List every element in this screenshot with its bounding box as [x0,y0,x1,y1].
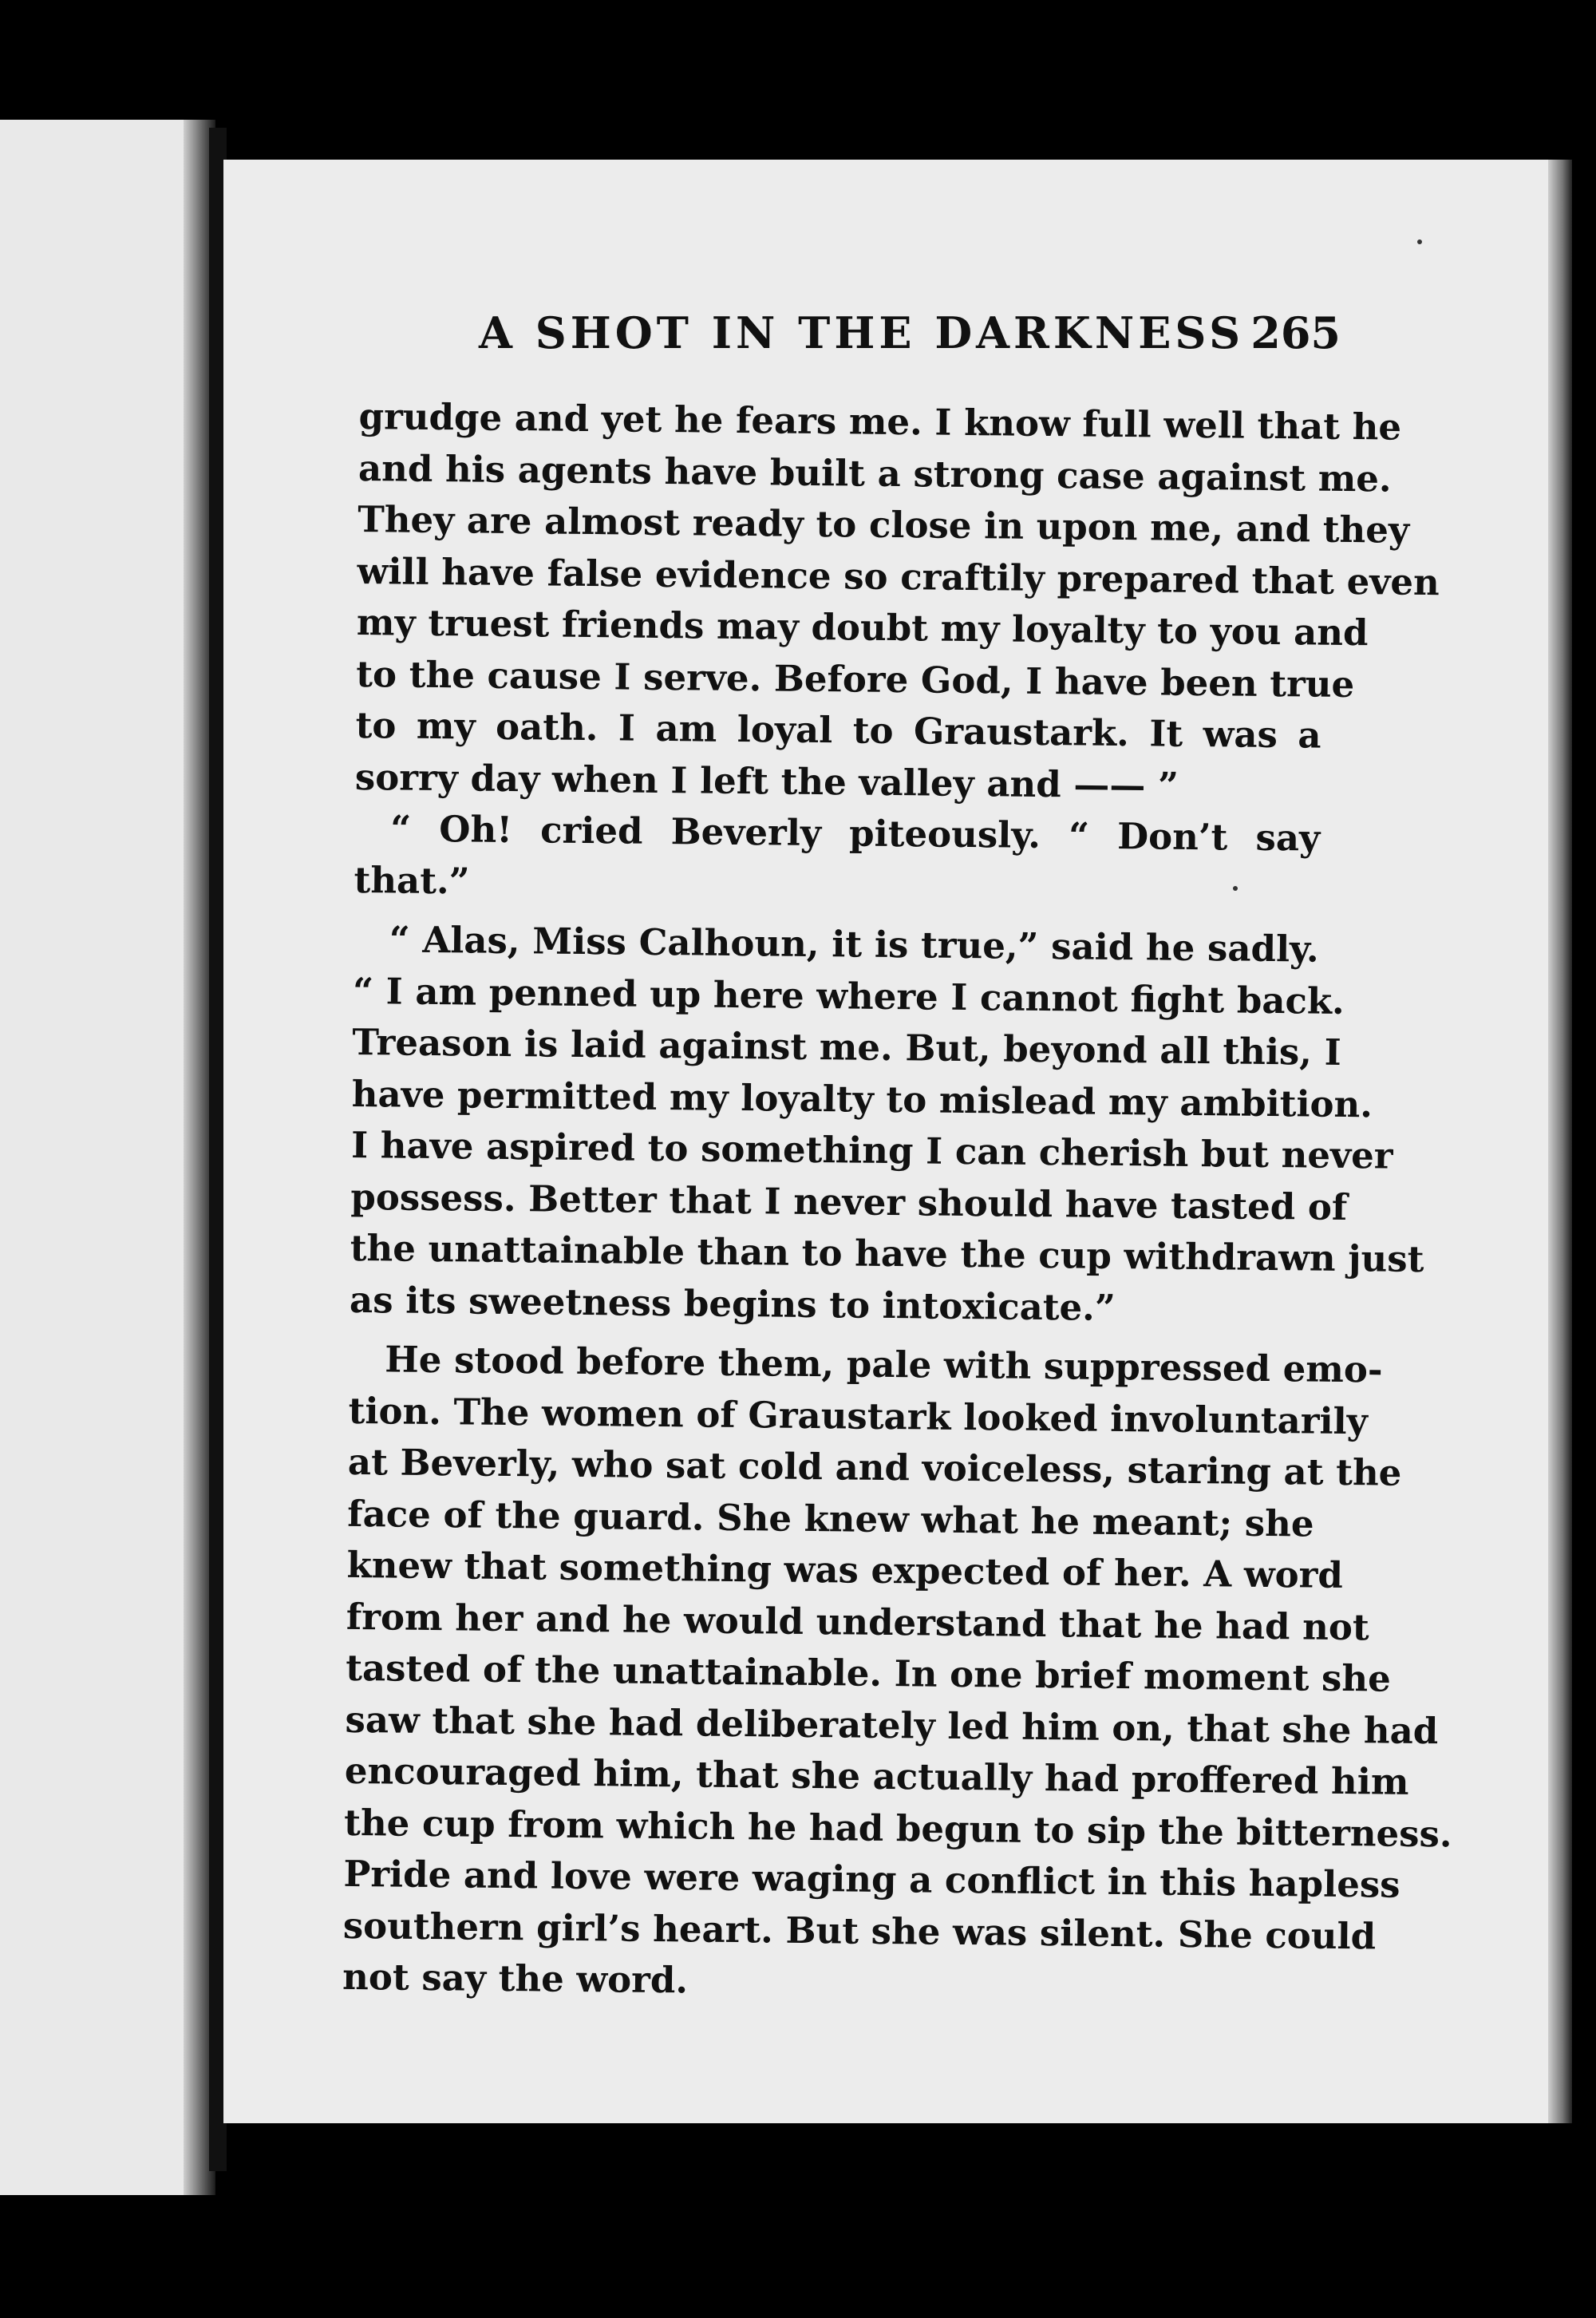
text-line: to the cause I serve. Before God, I have been true [356,652,1355,706]
text-line: not say the word. [342,1955,689,2002]
text-line: He stood before them, pale with suppressed emo- [385,1338,1383,1391]
body-text [342,391,1452,2013]
speck-mark [1417,239,1422,244]
text-line: “ Alas, Miss Calhoun, it is true,” said he sadly. [389,918,1320,971]
facing-page [0,120,200,2195]
text-line: I have aspired to something I can cherish but never [350,1123,1393,1177]
text-line: from her and he would understand that he had not [346,1595,1369,1648]
text-line: sorry day when I left the valley and —— ” [354,755,1179,807]
text-line: Treason is laid against me. But, beyond all this, I [352,1020,1341,1074]
text-line: to my oath. I am loyal to Graustark. It was a [355,703,1321,757]
text-line: southern girl’s heart. But she was silent. She could [342,1904,1377,1957]
text-line: saw that she had deliberately led him on, that she had [345,1698,1439,1752]
page-edge [1548,160,1572,2123]
text-line: tion. The women of Graustark looked involuntarily [348,1389,1369,1442]
text-line: possess. Better that I never should have tasted of [350,1175,1348,1228]
running-title: A SHOT IN THE DARKNESS [479,307,1245,358]
text-line: “ I am penned up here where I cannot fight back. [352,969,1345,1023]
text-line: knew that something was expected of her. A word [346,1543,1344,1596]
text-line: “ Oh! cried Beverly piteously. “ Don’t say [389,807,1321,860]
text-line: and his agents have built a strong case against me. [358,446,1392,500]
text-line: as its sweetness begins to intoxicate.” [349,1278,1116,1329]
text-line: the cup from which he had begun to sip the bitterness. [343,1801,1452,1855]
text-line: that.” [354,858,470,902]
text-line: tasted of the unattainable. In one brief moment she [345,1646,1392,1700]
text-line: my truest friends may doubt my loyalty to you and [356,600,1369,655]
page-number: 265 [1250,307,1341,358]
text-line: Pride and love were waging a conflict in this hapless [343,1852,1400,1906]
text-line: encouraged him, that she actually had proffered him [344,1749,1409,1803]
text-line: They are almost ready to close in upon me, and they [358,497,1410,552]
text-line: the unattainable than to have the cup withdrawn just [350,1226,1424,1281]
text-line: grudge and yet he fears me. I know full well that he [358,394,1402,449]
text-line: have permitted my loyalty to mislead my ambition. [351,1072,1373,1125]
text-line: at Beverly, who sat cold and voiceless, staring at the [347,1440,1402,1494]
page-header [479,307,1341,363]
text-line: face of the guard. She knew what he meant; she [346,1492,1314,1545]
text-line: will have false evidence so craftily prepared that even [357,549,1440,603]
